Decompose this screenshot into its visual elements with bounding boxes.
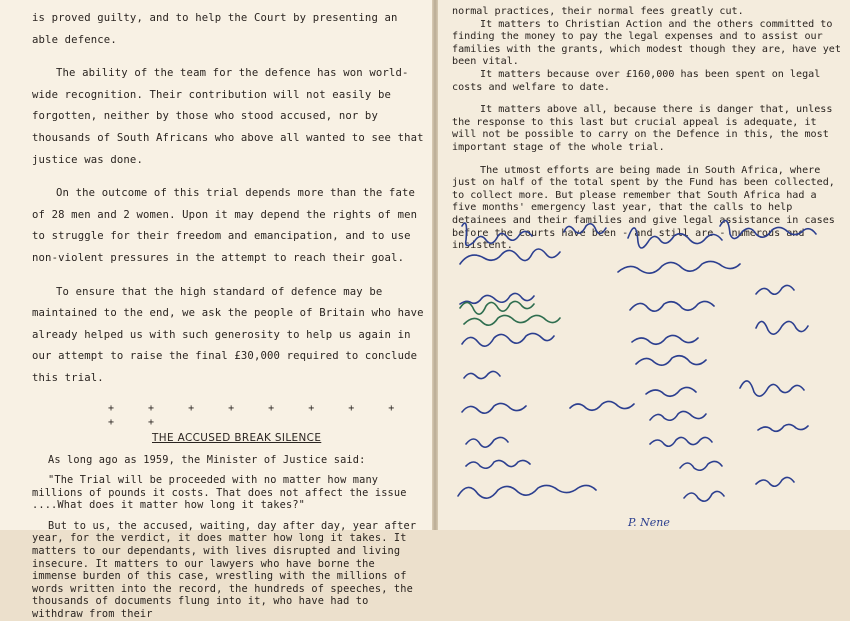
- signature-9: [756, 285, 794, 294]
- signature-10: [462, 333, 554, 346]
- signature-5: [720, 221, 816, 239]
- signature-green-2: [464, 315, 560, 325]
- handwritten-signatures: [440, 212, 850, 530]
- signature-2: [460, 249, 560, 264]
- section-divider-crosses: + + + + + + + + + +: [108, 402, 409, 428]
- left-paragraph-6: But to us, the accused, waiting, day after day, year after year, for the verdict, it does matter how long it takes. It matters to our dependants, with lives disrupted and living insecure. It matters to our lawyers who have borne the immense burden of this case, wrestling with the millions of words written into the record, the hundreds of speeches, the thousands of documents flung into it, who have had to withdraw from their: [32, 519, 417, 621]
- section-heading: THE ACCUSED BREAK SILENCE: [152, 431, 322, 444]
- signature-27: [756, 477, 794, 486]
- signature-3: [564, 224, 606, 234]
- signature-8: [630, 301, 714, 311]
- left-paragraph-2: The ability of the team for the defence has won world-wide recognition. Their contribution will not easily be forgotten, neither by those who stood accused, nor by thousands of South Africans who above all wanted to see that justice was done.: [32, 67, 424, 166]
- signature-13: [464, 371, 500, 378]
- signature-6: [618, 261, 740, 273]
- signature-14: [636, 356, 706, 365]
- signature-15: [646, 387, 696, 396]
- signature-nene: P. Nene: [628, 516, 670, 529]
- signature-7: [460, 293, 534, 304]
- signature-4: [628, 228, 722, 248]
- left-paragraph-4: To ensure that the high standard of defence may be maintained to the end, we ask the people of Britain who have already helped us with such generosity to help us again in our attempt to raise the final £30,000 required to conclude this trial.: [32, 285, 424, 384]
- right-paragraph-3: It matters because over £160,000 has been spent on legal costs and welfare to date.: [452, 68, 821, 93]
- left-paragraph-5: As long ago as 1959, the Minister of Justice said:: [48, 453, 366, 466]
- signature-26: [684, 491, 724, 501]
- signature-12: [756, 321, 808, 334]
- left-lower-text: [32, 454, 424, 621]
- left-paragraph-3: On the outcome of this trial depends more than the fate of 28 men and 2 women. Upon it may depend the rights of men to struggle for their freedom and emancipation, and to use non-violent pressures in the attempt to reach their goal.: [32, 187, 418, 264]
- minister-quote: "The Trial will be proceeded with no matter how many millions of pounds it costs. That does not affect the issue ....What does it matter how long it takes?": [32, 474, 407, 512]
- signature-22: [650, 437, 712, 446]
- left-paragraph-1: is proved guilty, and to help the Court by presenting an able defence.: [32, 12, 398, 46]
- signature-1: [462, 223, 532, 245]
- right-paragraph-5: The utmost efforts are being made in South Africa, where just on half of the total spent by the Fund has been collected, to collect more. But please remember that South Africa had a five months' emergency last year, that the calls to help detainees and their families and give legal assistance in cases before the Courts have been - and still are - numerous and insistent.: [452, 164, 835, 252]
- left-column-text: [32, 8, 424, 621]
- signature-21: [466, 437, 508, 447]
- signature-19: [650, 411, 706, 420]
- signature-18: [570, 401, 634, 410]
- signature-17: [462, 403, 526, 413]
- right-paragraph-2: It matters to Christian Action and the others committed to finding the money to pay the legal expenses and to assist our families with the grants, which modest though they are, have yet been vital.: [452, 18, 841, 68]
- signatures-block: [440, 212, 850, 530]
- signature-20: [758, 424, 808, 431]
- signature-24: [458, 485, 596, 498]
- signature-16: [740, 381, 804, 396]
- signature-11: [632, 335, 698, 344]
- signature-23: [466, 460, 530, 468]
- right-paragraph-1: normal practices, their normal fees greatly cut.: [452, 6, 744, 17]
- right-paragraph-4: It matters above all, because there is danger that, unless the response to this last but crucial appeal is adequate, it will not be possible to carry on the Defence in this, the most important stage of the whole trial.: [452, 104, 833, 153]
- signature-25: [680, 461, 722, 470]
